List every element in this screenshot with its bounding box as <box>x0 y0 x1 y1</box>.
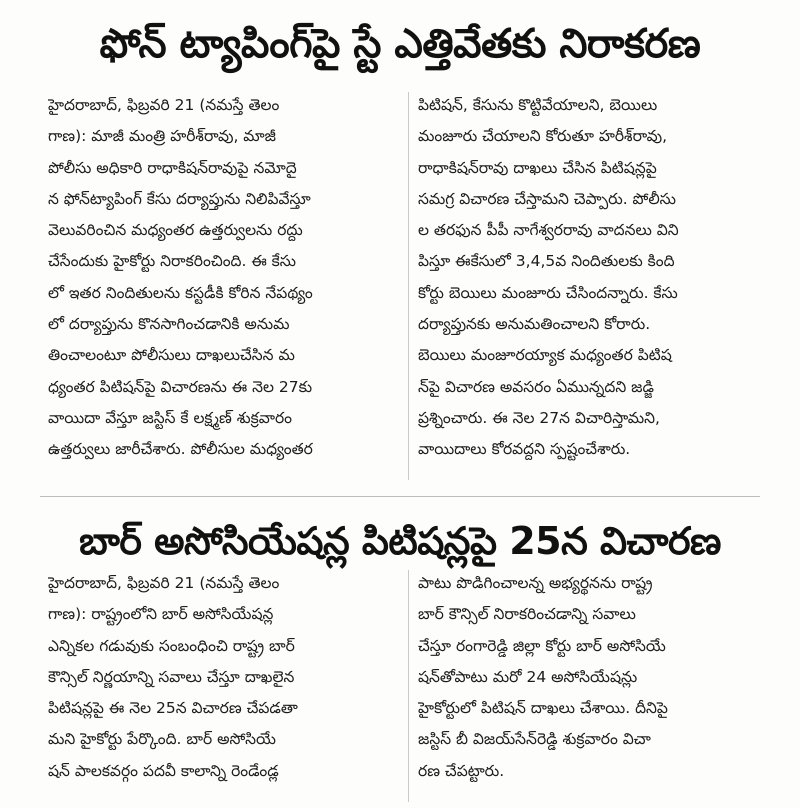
text-line: ఉత్తర్వులు జారీచేశారు. పోలీసుల మధ్యంతర <box>48 440 313 459</box>
text-line: మంజూరు చేయాలని కోరుతూ హరీశ్‌రావు, <box>418 127 668 146</box>
text-line: గాణ): రాష్ట్రంలోని బార్ అసోసియేషన్ల <box>48 605 274 624</box>
text-line: బెయిలు మంజూరయ్యాక మధ్యంతర పిటిష <box>418 346 672 365</box>
text-line: రాధాకిషన్‌రావు దాఖలు చేసిన పిటిషన్లపై <box>418 158 657 177</box>
text-line: షన్ పాలకవర్గం పదవీ కాలాన్ని రెండేండ్ల <box>48 761 279 780</box>
text-line: ధ్యంతర పిటిషన్‌పై విచారణను ఈ నెల 27కు <box>48 377 313 396</box>
text-line: షన్‌తోపాటు మరో 24 అసోసియేషన్లు <box>418 667 638 686</box>
text-line: వెలువరించిన మధ్యంతర ఉత్తర్వులను రద్దు <box>48 221 303 240</box>
column-divider <box>408 92 409 480</box>
text-line: తించాలంటూ పోలీసులు దాఖలుచేసిన మ <box>48 346 295 365</box>
text-line: గాణ): మాజీ మంత్రి హరీశ్‌రావు, మాజీ <box>48 127 277 146</box>
article-separator <box>40 496 760 497</box>
article-column-right <box>418 568 770 787</box>
text-line: హైదరాబాద్, ఫిబ్రవరి 21 (నమస్తే తెలం <box>48 574 280 592</box>
text-line: పిస్తూ ఈకేసులో 3,4,5వ నిందితులకు కింది <box>418 252 675 271</box>
text-line: వాయిదా వేస్తూ జస్టిస్ కే లక్ష్మణ్ శుక్రవారం <box>48 408 293 427</box>
text-line: హైదరాబాద్, ఫిబ్రవరి 21 (నమస్తే తెలం <box>48 96 280 114</box>
headline: ఫోన్ ట్యాపింగ్‌పై స్టే ఎత్తివేతకు నిరాకరణ <box>99 21 701 67</box>
text-line: న్‌పై విచారణ అవసరం ఏమున్నదని జడ్జి <box>418 377 654 396</box>
article-column-left <box>48 568 400 787</box>
text-line: చేసేందుకు హైకోర్టు నిరాకరించింది. ఈ కేసు <box>48 252 297 271</box>
text-line: లో దర్యాప్తును కొనసాగించడానికి అనుమ <box>48 315 290 334</box>
article-column-right <box>418 90 768 466</box>
headline: బార్ అసోసియేషన్ల పిటిషన్లపై 25న విచారణ <box>79 519 721 563</box>
text-line: ప్రశ్నించారు. ఈ నెల 27న విచారిస్తామని, <box>418 408 660 427</box>
text-line: లో ఇతర నిందితులను కస్టడీకి కోరిన నేపథ్యం <box>48 283 313 302</box>
text-line: పాటు పొడిగించాలన్న అభ్యర్థనను రాష్ట్ర <box>418 574 653 592</box>
text-line: కోర్టు బెయిలు మంజూరు చేసిందన్నారు. కేసు <box>418 283 678 302</box>
text-line: పిటిషన్లపై ఈ నెల 25న విచారణ చేపడతా <box>48 699 298 718</box>
text-line: హైకోర్టులో పిటిషన్ దాఖలు చేశాయి. దీనిపై <box>418 699 668 718</box>
text-line: పిటిషన్, కేసును కొట్టివేయాలని, బెయిలు <box>418 96 658 114</box>
text-line: కౌన్సిల్ నిర్ణయాన్ని సవాలు చేస్తూ దాఖలైన <box>48 667 295 686</box>
text-line: బార్ కౌన్సిల్ నిరాకరించడాన్ని సవాలు <box>418 605 636 624</box>
column-divider <box>408 570 409 802</box>
text-line: ఎన్నికల గడువుకు సంబంధించి రాష్ట్ర బార్ <box>48 636 295 655</box>
text-line: న ఫోన్‌ట్యాపింగ్ కేసు దర్యాప్తును నిలిపివేస్తూ <box>48 189 311 208</box>
text-line: పోలీసు అధికారి రాధాకిషన్‌రావుపై నమోదై <box>48 158 297 177</box>
text-line: ల తరఫున పీపీ నాగేశ్వరరావు వాదనలు విని <box>418 221 679 240</box>
article-column-left <box>48 90 400 466</box>
text-line: చేస్తూ రంగారెడ్డి జిల్లా కోర్టు బార్ అసోసియే <box>418 636 666 655</box>
text-line: దర్యాప్తునకు అనుమతించాలని కోరారు. <box>418 315 651 334</box>
text-line: వాయిదాలు కోరవద్దని స్పష్టంచేశారు. <box>418 440 631 459</box>
text-line: మని హైకోర్టు పేర్కొంది. బార్ అసోసియే <box>48 730 276 749</box>
text-line: సమగ్ర విచారణ చేస్తామని చెప్పారు. పోలీసు <box>418 189 676 208</box>
article-bar-association <box>0 500 800 808</box>
text-line: రణ చేపట్టారు. <box>418 761 505 780</box>
text-line: జస్టిస్ బీ విజయ్‌సేన్‌రెడ్డి శుక్రవారం విచా <box>418 730 651 749</box>
